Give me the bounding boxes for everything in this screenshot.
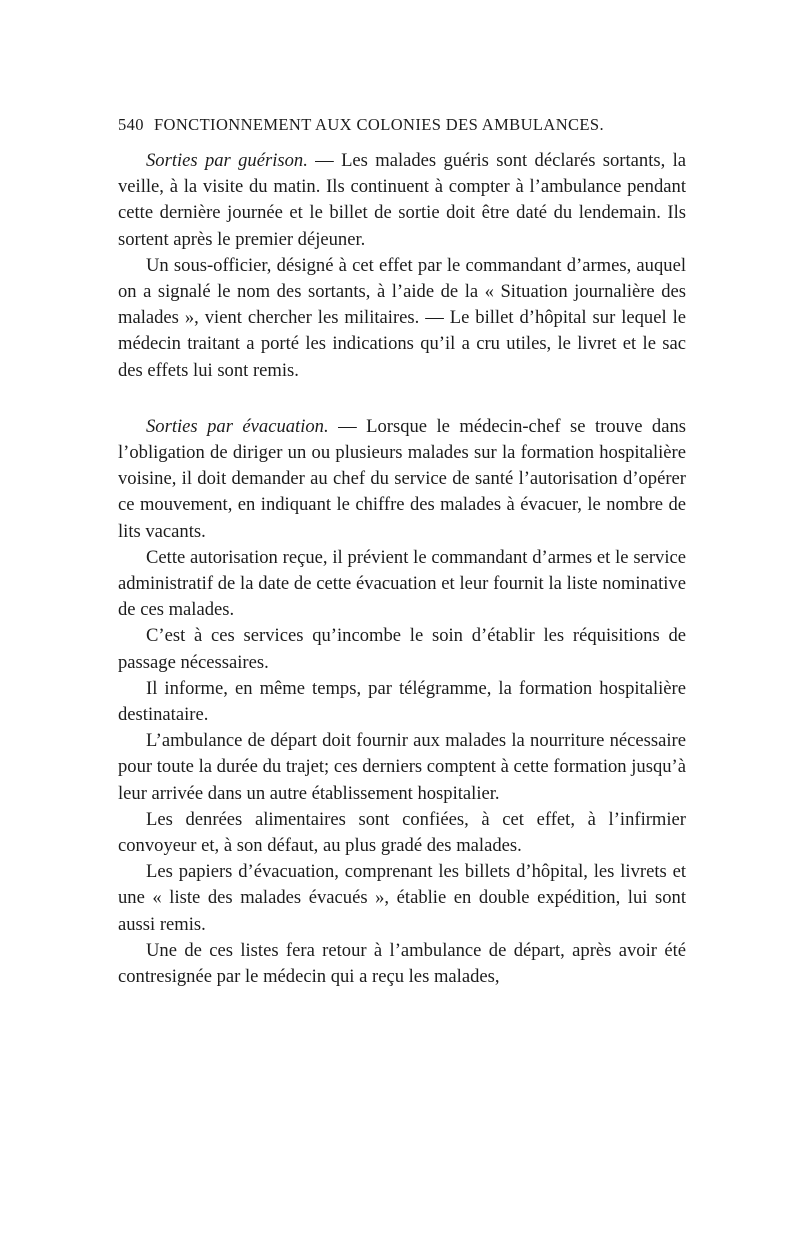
- paragraph-telegramme: [118, 676, 686, 728]
- paragraph-requisitions: [118, 623, 686, 675]
- paragraph-text: Les denrées alimentaires sont confiées, à cet effet, à l’infirmier convoyeur et, à son défaut, au plus gradé des malades.: [118, 808, 686, 857]
- running-head: [118, 112, 686, 138]
- section-heading-guerison: Sorties par guérison.: [146, 150, 308, 171]
- paragraph-text: C’est à ces services qu’incombe le soin d’établir les réquisitions de passage nécessaires.: [118, 625, 686, 673]
- paragraph-nourriture: [118, 728, 686, 807]
- paragraph-text: — Lorsque le médecin-chef se trouve dans l’obligation de diriger un ou plusieurs malades sur la formation hospitalière voisine, il doit demander au chef du service de santé l’autorisation d’opérer ce mouvement, en indiquant le chiffre des malades à évacuer, le nombre de lits vacants.: [118, 415, 686, 542]
- paragraph-text: — Les malades guéris sont déclarés sortants, la veille, à la visite du matin. Ils continuent à compter à l’ambulance pendant cette dernière journée et le billet de sortie doit être daté du lendemain. Ils sortent après le premier déjeuner.: [118, 150, 686, 250]
- paragraph-listes: [118, 938, 686, 990]
- paragraph-text: Une de ces listes fera retour à l’ambulance de départ, après avoir été contresignée par le médecin qui a reçu les malades,: [118, 939, 686, 988]
- paragraph-text: Un sous-officier, désigné à cet effet par le commandant d’armes, auquel on a signalé le nom des sortants, à l’aide de la « Situation journalière des malades », vient chercher les militaires. — Le billet d’hôpital sur lequel le médecin traitant a porté les indications qu’il a cru utiles, le livret et le sac des effets lui sont remis.: [118, 254, 686, 381]
- paragraph-sous-officier: [118, 253, 686, 384]
- paragraph-text: L’ambulance de départ doit fournir aux malades la nourriture nécessaire pour toute la durée du trajet; ces derniers comptent à cette formation jusqu’à leur arrivée dans un autre établissement hospitalier.: [118, 730, 686, 804]
- paragraph-papiers: [118, 859, 686, 938]
- paragraph-text: Cette autorisation reçue, il prévient le commandant d’armes et le service administratif de la date de cette évacuation et leur fournit la liste nominative de ces malades.: [118, 546, 686, 621]
- section-heading-evacuation: Sorties par évacuation.: [146, 415, 329, 437]
- paragraph-denrees: [118, 807, 686, 859]
- paragraph-text: Les papiers d’évacuation, comprenant les billets d’hôpital, les livrets et une « liste des malades évacués », établie en double expédition, lui sont aussi remis.: [118, 861, 686, 935]
- paragraph-sorties-evacuation: [118, 414, 686, 545]
- page-number: 540: [118, 115, 144, 134]
- book-page: [118, 112, 686, 990]
- paragraph-sorties-guerison: [118, 148, 686, 253]
- paragraph-text: Il informe, en même temps, par télégramme, la formation hospitalière destinataire.: [118, 677, 686, 726]
- chapter-title: FONCTIONNEMENT AUX COLONIES DES AMBULANCES.: [153, 115, 604, 134]
- paragraph-autorisation: [118, 545, 686, 624]
